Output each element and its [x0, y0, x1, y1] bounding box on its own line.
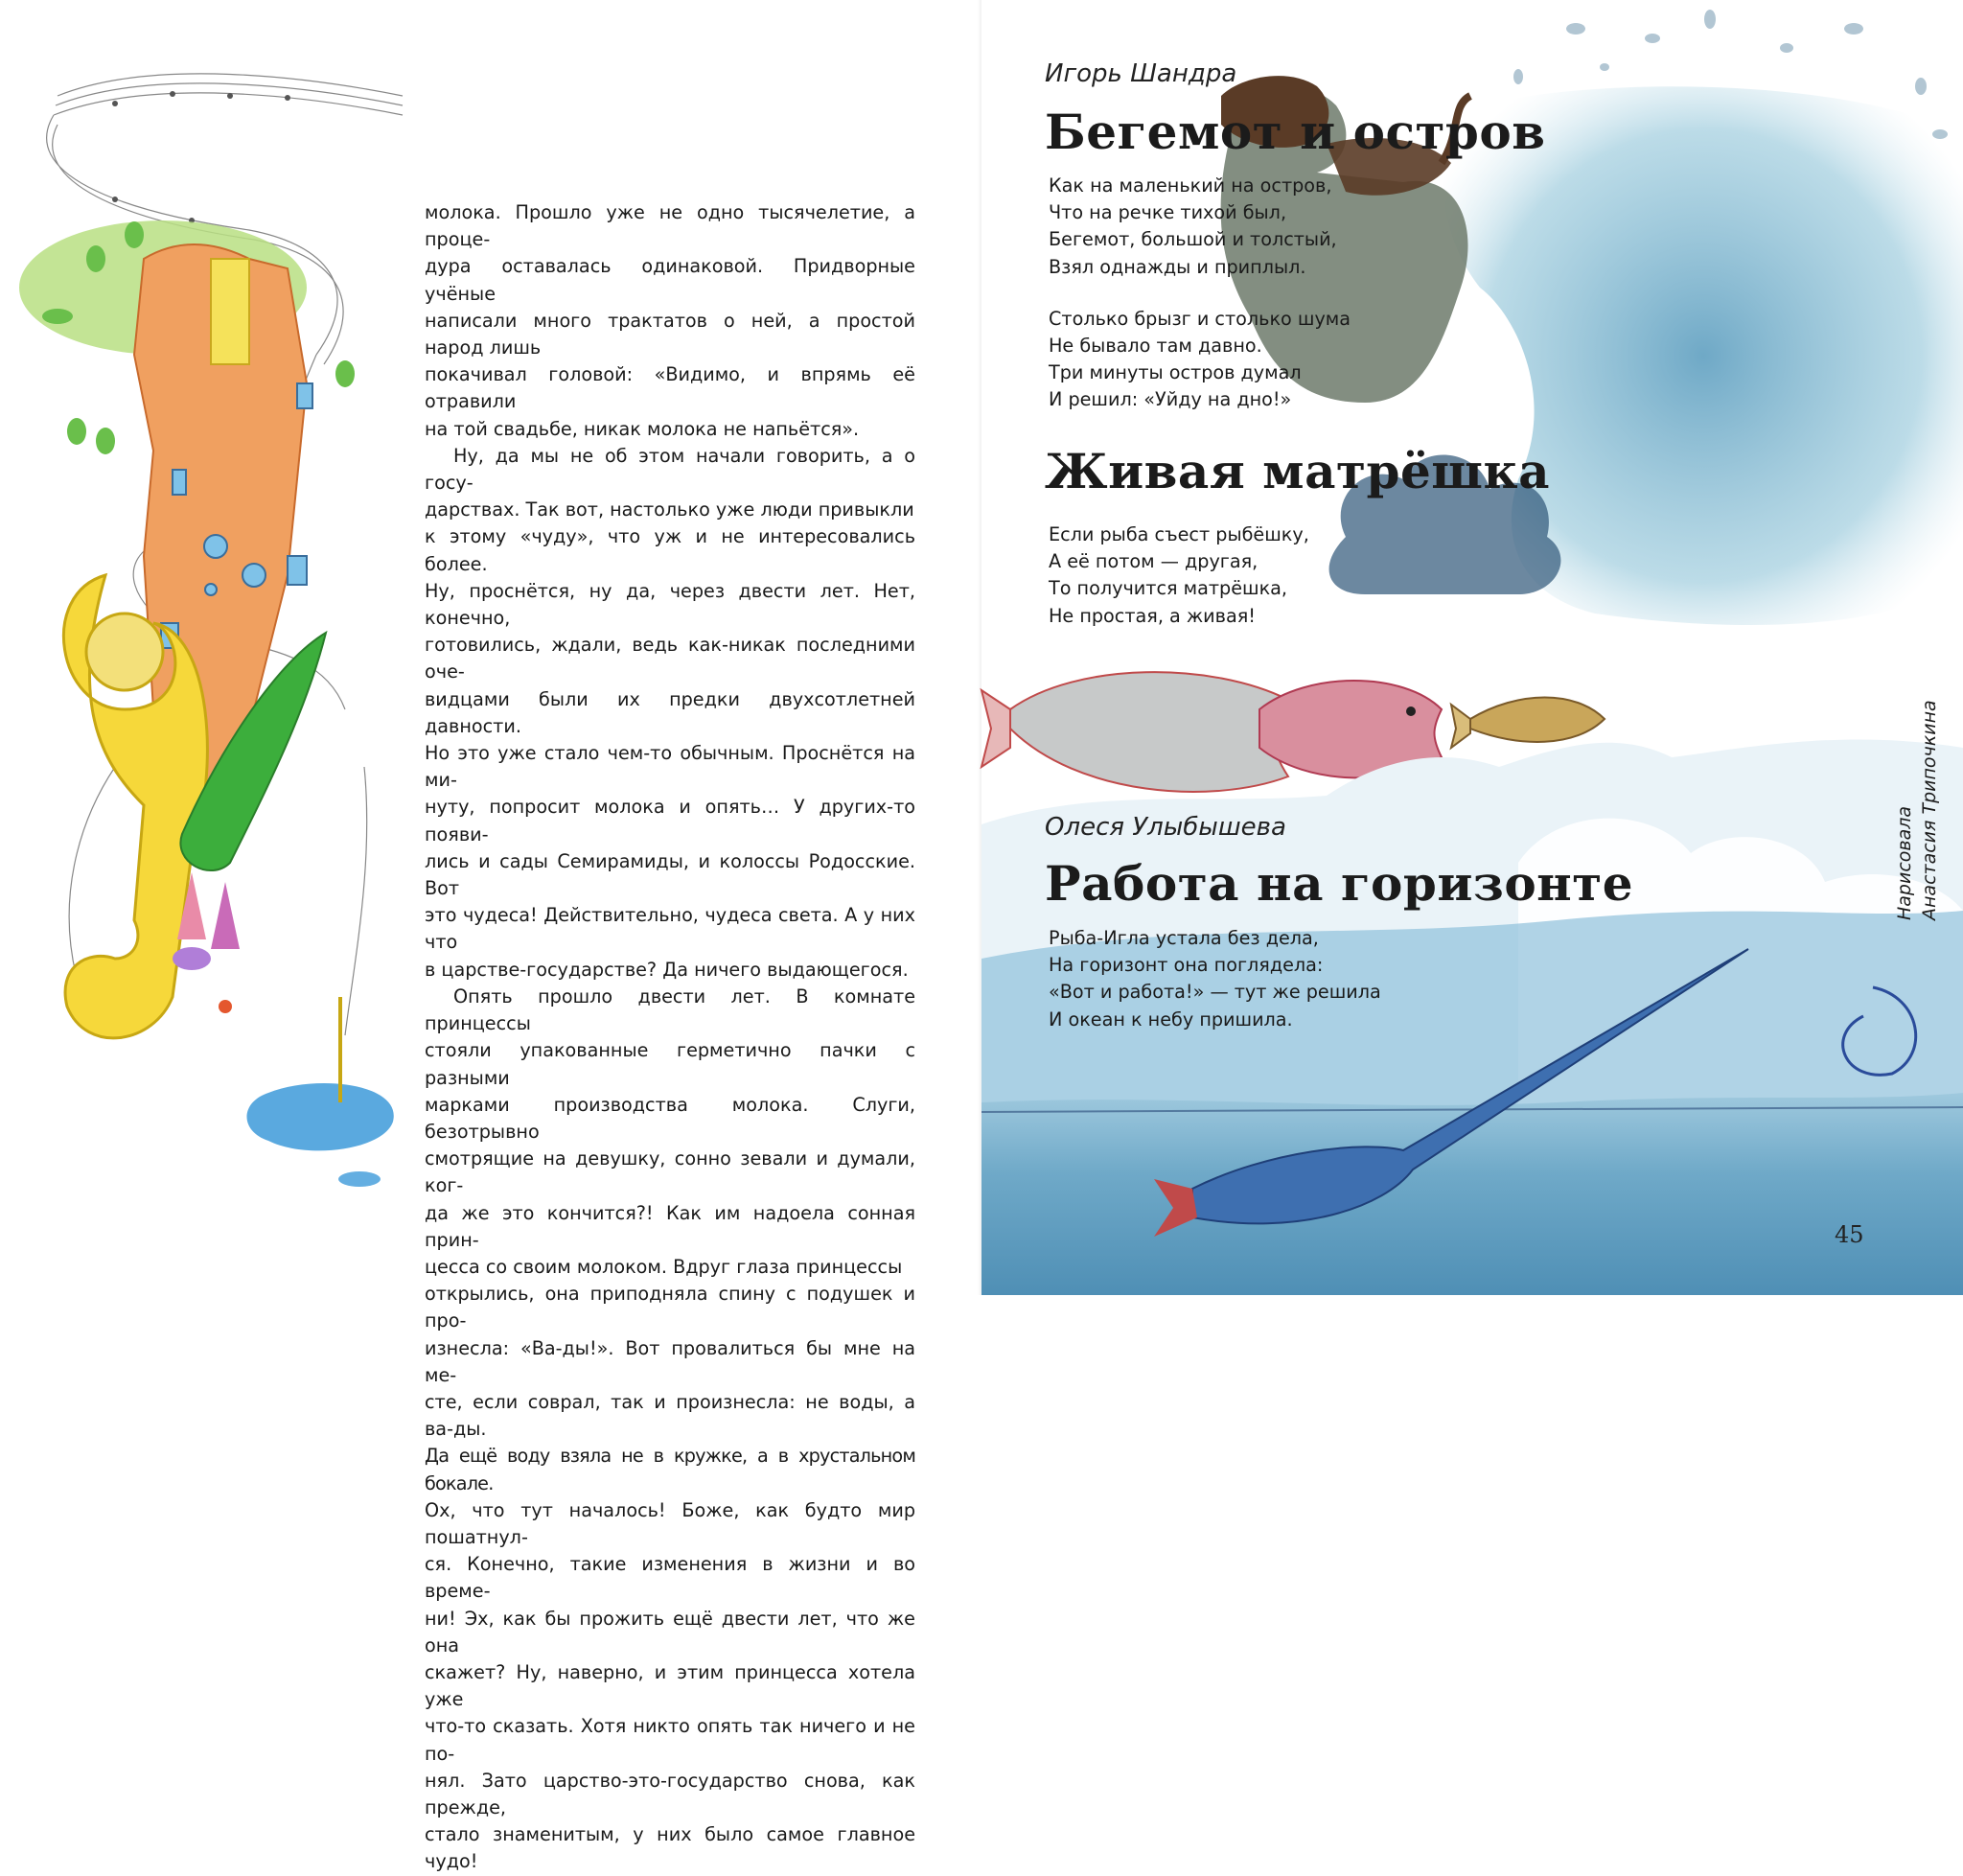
story-paragraph-3 — [425, 984, 915, 1876]
text-line: сте, если соврал, так и произнесла: не воды, а ва-ды. — [425, 1390, 915, 1441]
text-line: цесса со своим молоком. Вдруг глаза принцессы — [425, 1255, 903, 1278]
text-line: Ну, да мы не об этом начали говорить, а о госу- — [425, 444, 915, 495]
text-line: молока. Прошло уже не одно тысячелетие, а проце- — [425, 201, 915, 251]
text-line: марками производства молока. Слуги, безотрывно — [425, 1093, 915, 1143]
poem3-text — [1049, 925, 1381, 1033]
text-line: ся. Конечно, такие изменения в жизни и во време- — [425, 1553, 915, 1603]
text-line: в царстве-государстве? Да ничего выдающегося. — [425, 958, 909, 981]
text-line: нял. Зато царство-это-государство снова, как прежде, — [425, 1769, 915, 1818]
text-line: да же это кончится?! Как им надоела сонная прин- — [425, 1201, 915, 1251]
text-line: видцами были их предки двухсотлетней давности. — [425, 687, 915, 737]
illustrator-credit — [1892, 700, 1942, 920]
poem-line: Не бывало там давно. — [1049, 335, 1262, 358]
poem1-title: Бегемот и остров — [1045, 104, 1546, 160]
poem-line: А её потом — другая, — [1049, 550, 1259, 573]
text-line: лись и сады Семирамиды, и колоссы Родосские. Вот — [425, 849, 915, 900]
text-line: дарствах. Так вот, настолько уже люди привыкли — [425, 498, 914, 521]
page-number: 45 — [1835, 1221, 1864, 1248]
blue-puddle — [247, 1083, 394, 1150]
poem1-author: Игорь Шандра — [1045, 59, 1237, 88]
text-line: Ох, что тут началось! Боже, как будто мир пошатнул- — [425, 1498, 915, 1548]
poem1-text — [1049, 173, 1351, 414]
poem-line: Не простая, а живая! — [1049, 604, 1256, 627]
poem-line: То получится матрёшка, — [1049, 577, 1288, 600]
poem-line: Что на речке тихой был, — [1049, 201, 1287, 224]
text-line: это чудеса! Действительно, чудеса света. А у них что — [425, 904, 915, 954]
saxophone-tower-illustration — [0, 38, 403, 1189]
text-line: Но это уже стало чем-то обычным. Проснётся на ми- — [425, 742, 915, 792]
text-line: ни! Эх, как бы прожить ещё двести лет, что же она — [425, 1607, 915, 1656]
poem-line: Как на маленький на остров, — [1049, 174, 1332, 197]
text-line: Ну, проснётся, ну да, через двести лет. Нет, конечно, — [425, 579, 915, 630]
text-line: написали много трактатов о ней, а простой народ лишь — [425, 309, 915, 359]
poem-line: И решил: «Уйду на дно!» — [1049, 388, 1292, 411]
poem-line: Три минуты остров думал — [1049, 361, 1302, 384]
poem-line: Бегемот, большой и толстый, — [1049, 228, 1337, 251]
text-line: покачивал головой: «Видимо, и впрямь её отравили — [425, 363, 915, 413]
yellow-window — [211, 259, 249, 364]
poem-line: Взял однажды и приплыл. — [1049, 255, 1306, 278]
text-line: готовились, ждали, ведь как-никак последними оче- — [425, 634, 915, 683]
text-line: Опять прошло двести лет. В комнате принцессы — [425, 984, 915, 1035]
text-line: скажет? Ну, наверно, и этим принцесса хотела уже — [425, 1660, 915, 1711]
text-line: что-то сказать. Хотя никто опять так ничего и не по- — [425, 1715, 915, 1765]
credit-line: Нарисовала — [1894, 805, 1915, 920]
text-line: нуту, попросит молока и опять… У других-то появи- — [425, 796, 915, 845]
text-line: на той свадьбе, никак молока не напьётся». — [425, 417, 860, 440]
story-paragraph-1 — [425, 199, 915, 443]
story-paragraph-2 — [425, 443, 915, 984]
saxophone-bell — [86, 614, 163, 690]
poem2-title: Живая матрёшка — [1045, 443, 1550, 499]
text-line: стало знаменитым, у них было самое главное чудо! — [425, 1823, 915, 1873]
text-line: смотрящие на девушку, сонно зевали и думали, ког- — [425, 1147, 915, 1197]
puddle-drop — [338, 1171, 381, 1187]
text-line: дура оставалась одинаковой. Придворные учёные — [425, 255, 915, 305]
poem-line: Столько брызг и столько шума — [1049, 307, 1351, 330]
poem3-author: Олеся Улыбышева — [1045, 813, 1286, 842]
credit-line: Анастасия Трипочкина — [1919, 700, 1940, 920]
text-line: изнесла: «Ва-ды!». Вот провалиться бы мне на ме- — [425, 1336, 915, 1386]
poem-line: Рыба-Игла устала без дела, — [1049, 927, 1319, 949]
text-line: к этому «чуду», что уж и не интересовались более. — [425, 525, 915, 575]
poem-line: Если рыба съест рыбёшку, — [1049, 523, 1309, 545]
left-page — [0, 0, 982, 1873]
story-text — [425, 199, 915, 1876]
right-page — [982, 0, 1963, 1295]
poem3-title: Работа на горизонте — [1045, 855, 1634, 912]
poem-line: «Вот и работа!» — тут же решила — [1049, 981, 1381, 1004]
text-line: стояли упакованные герметично пачки с разными — [425, 1039, 915, 1089]
text-line: Да ещё воду взяла не в кружке, а в хрустальном бокале. — [425, 1445, 915, 1494]
text-line: открылись, она приподняла спину с подушек и про- — [425, 1283, 915, 1332]
poem2-text — [1049, 521, 1309, 630]
poem-line: На горизонт она поглядела: — [1049, 954, 1324, 977]
poem-line: И океан к небу пришила. — [1049, 1007, 1293, 1031]
